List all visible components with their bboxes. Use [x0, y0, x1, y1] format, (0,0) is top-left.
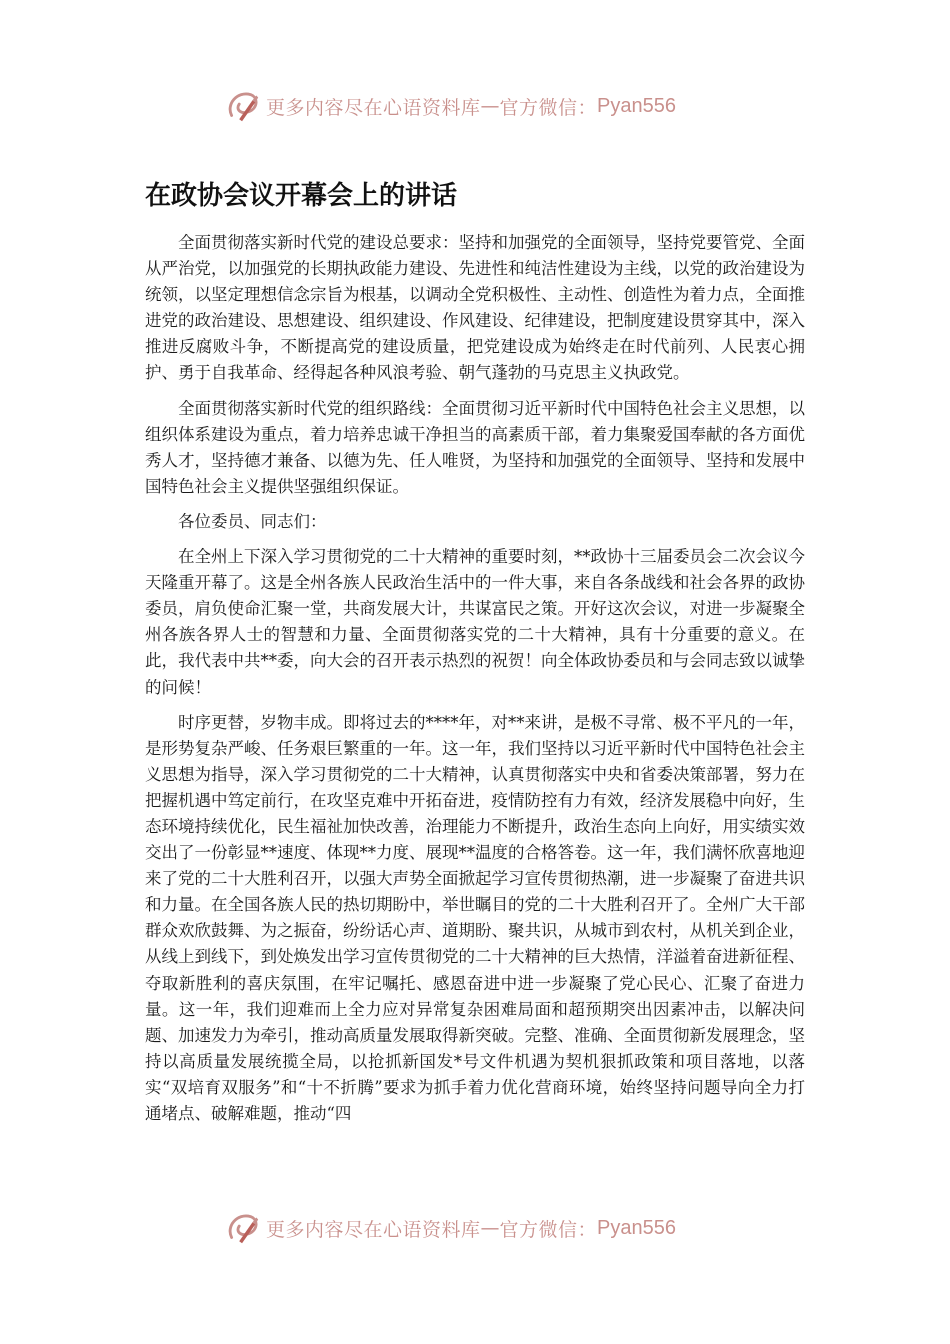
watermark-footer [224, 1208, 676, 1248]
paragraph-organizational-line: 全面贯彻落实新时代党的组织路线：全面贯彻习近平新时代中国特色社会主义思想，以组织体系建设为重点，着力培养忠诚干净担当的高素质干部，着力集聚爱国奉献的各方面优秀人才，坚持德才兼备、以德为先、任人唯贤，为坚持和加强党的全面领导、坚持和发展中国特色社会主义提供坚强组织保证。 [145, 398, 805, 496]
watermark-account: Pyan556 [597, 94, 676, 117]
paragraph-salutation: 各位委员、同志们： [178, 511, 327, 531]
pen-swirl-logo-icon [224, 87, 262, 125]
pen-swirl-logo-icon [224, 1209, 262, 1247]
watermark-header [224, 86, 676, 126]
paragraph-opening: 在全州上下深入学习贯彻党的二十大精神的重要时刻，**政协十三届委员会二次会议今天隆重开幕了。这是全州各族人民政治生活中的一件大事，来自各条战线和社会各界的政协委员，肩负使命汇聚一堂，共商发展大计，共谋富民之策。开好这次会议，对进一步凝聚全州各族各界人士的智慧和力量、全面贯彻落实党的二十大精神，具有十分重要的意义。在此，我代表中共**委，向大会的召开表示热烈的祝贺！向全体政协委员和与会同志致以诚挚的问候！ [145, 547, 805, 697]
watermark-separator: — [480, 95, 500, 117]
watermark-separator: — [480, 1217, 500, 1239]
watermark-account: Pyan556 [597, 1216, 676, 1239]
watermark-label: 官方微信： [499, 1218, 598, 1241]
document-body [145, 230, 805, 1136]
watermark-brand: 更多内容尽在心语资料库 [266, 96, 481, 119]
watermark-brand: 更多内容尽在心语资料库 [266, 1218, 481, 1241]
paragraph-construction-requirements: 全面贯彻落实新时代党的建设总要求：坚持和加强党的全面领导，坚持党要管党、全面从严治党，以加强党的长期执政能力建设、先进性和纯洁性建设为主线，以党的政治建设为统领，以坚定理想信念宗旨为根基，以调动全党积极性、主动性、创造性为着力点，全面推进党的政治建设、思想建设、组织建设、作风建设、纪律建设，把制度建设贯穿其中，深入推进反腐败斗争，不断提高党的建设质量，把党建设成为始终走在时代前列、人民衷心拥护、勇于自我革命、经得起各种风浪考验、朝气蓬勃的马克思主义执政党。 [145, 233, 805, 383]
watermark-label: 官方微信： [499, 96, 598, 119]
paragraph-year-review: 时序更替，岁物丰成。即将过去的****年，对**来讲，是极不寻常、极不平凡的一年，是形势复杂严峻、任务艰巨繁重的一年。这一年，我们坚持以习近平新时代中国特色社会主义思想为指导，深入学习贯彻党的二十大精神，认真贯彻落实中央和省委决策部署，努力在把握机遇中笃定前行，在攻坚克难中开拓奋进，疫情防控有力有效，经济发展稳中向好，生态环境持续优化，民生福祉加快改善，治理能力不断提升，政治生态向上向好，用实绩实效交出了一份彰显**速度、体现**力度、展现**温度的合格答卷。这一年，我们满怀欣喜地迎来了党的二十大胜利召开，以强大声势全面掀起学习宣传贯彻热潮，进一步凝聚了奋进共识和力量。在全国各族人民的热切期盼中，举世瞩目的党的二十大胜利召开了。全州广大干部群众欢欣鼓舞、为之振奋，纷纷话心声、道期盼、聚共识，从城市到农村，从机关到企业，从线上到线下，到处焕发出学习宣传贯彻党的二十大精神的巨大热情，洋溢着奋进新征程、夺取新胜利的喜庆氛围，在牢记嘱托、感恩奋进中进一步凝聚了党心民心、汇聚了奋进力量。这一年，我们迎难而上全力应对异常复杂困难局面和超预期突出因素冲击，以解决问题、加速发力为牵引，推动高质量发展取得新突破。完整、准确、全面贯彻新发展理念，坚持以高质量发展统揽全局，以抢抓新国发*号文件机遇为契机狠抓政策和项目落地，以落实“双培育双服务”和“十不折腾”要求为抓手着力优化营商环境，始终坚持问题导向全力打通堵点、破解难题，推动“四 [145, 712, 805, 1123]
document-title: 在政协会议开幕会上的讲话 [145, 181, 458, 211]
